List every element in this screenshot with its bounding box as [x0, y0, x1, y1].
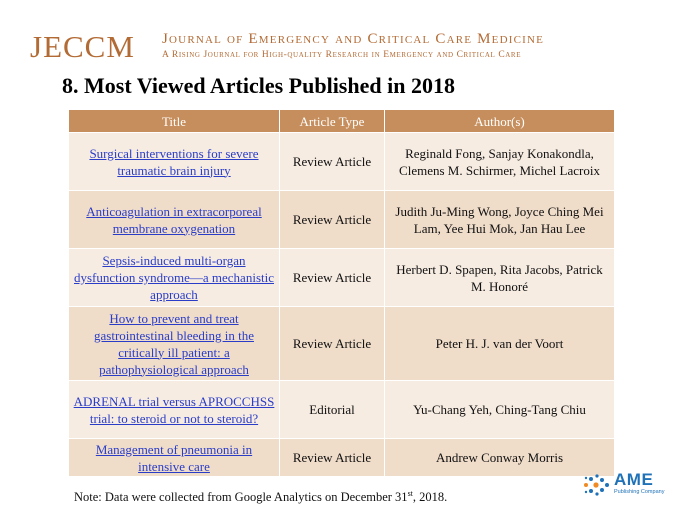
authors-cell: Andrew Conway Morris: [385, 439, 615, 477]
title-cell: [69, 191, 280, 249]
article-link[interactable]: Sepsis-induced multi-organ dysfunction syndrome—a mechanistic approach: [73, 253, 274, 302]
table-row: [69, 191, 615, 249]
article-link[interactable]: Anticoagulation in extracorporeal membrane oxygenation: [86, 203, 262, 236]
journal-header: [30, 26, 590, 68]
jeccm-logo: JECCM: [30, 29, 135, 64]
article-link[interactable]: ADRENAL trial versus APROCCHSS trial: to steroid or not to steroid?: [73, 393, 275, 426]
column-header-title: Title: [69, 110, 280, 133]
article-link[interactable]: Surgical interventions for severe traumatic brain injury: [89, 145, 259, 178]
article-link[interactable]: How to prevent and treat gastrointestinal bleeding in the critically ill patient: a pathophysiological approach: [94, 310, 254, 377]
title-cell: [69, 133, 280, 191]
slide-title: 8. Most Viewed Articles Published in 2018: [62, 73, 455, 98]
journal-title: Journal of Emergency and Critical Care Medicine: [162, 31, 545, 47]
table-row: [69, 133, 615, 191]
authors-cell: Herbert D. Spapen, Rita Jacobs, Patrick M. Honoré: [385, 249, 615, 307]
table-row: [69, 307, 615, 381]
type-cell: Review Article: [280, 191, 385, 249]
authors-cell: Peter H. J. van der Voort: [385, 307, 615, 381]
column-header-type: Article Type: [280, 110, 385, 133]
table-row: [69, 381, 615, 439]
column-header-authors: Author(s): [385, 110, 615, 133]
note-text: Note: Data were collected from Google Analytics on December 31: [74, 490, 408, 505]
table-header-row: [69, 110, 615, 133]
title-cell: [69, 307, 280, 381]
note-superscript: st: [407, 489, 413, 498]
title-cell: [69, 381, 280, 439]
authors-cell: Yu-Chang Yeh, Ching-Tang Chiu: [385, 381, 615, 439]
ame-subtitle: Publishing Company: [614, 489, 665, 495]
type-cell: Editorial: [280, 381, 385, 439]
articles-table: [68, 109, 615, 477]
ame-name: AME: [614, 470, 654, 489]
title-cell: [69, 439, 280, 477]
journal-subtitle: A Rising Journal for High-quality Research in Emergency and Critical Care: [162, 50, 522, 60]
table-row: [69, 249, 615, 307]
authors-cell: Judith Ju-Ming Wong, Joyce Ching Mei Lam, Yee Hui Mok, Jan Hau Lee: [385, 191, 615, 249]
data-source-note: [74, 489, 447, 505]
note-text-end: , 2018.: [412, 490, 448, 505]
title-cell: [69, 249, 280, 307]
type-cell: Review Article: [280, 133, 385, 191]
article-link[interactable]: Management of pneumonia in intensive care: [95, 441, 253, 474]
type-cell: Review Article: [280, 439, 385, 477]
ame-dots-icon: [582, 472, 612, 498]
type-cell: Review Article: [280, 249, 385, 307]
type-cell: Review Article: [280, 307, 385, 381]
authors-cell: Reginald Fong, Sanjay Konakondla, Clemens M. Schirmer, Michel Lacroix: [385, 133, 615, 191]
table-row: [69, 439, 615, 477]
ame-logo: [582, 468, 672, 502]
